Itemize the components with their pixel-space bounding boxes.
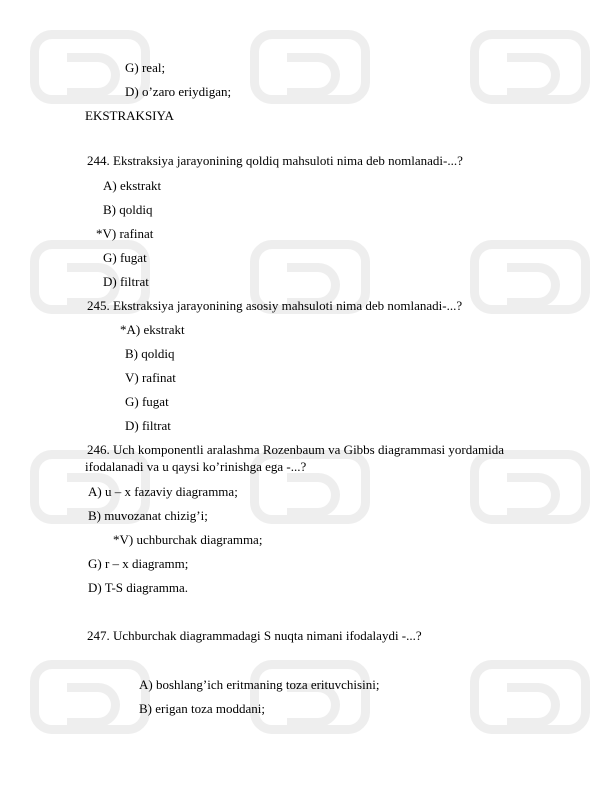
option-line: D) o’zaro eriydigan; — [125, 84, 232, 99]
option-line: D) filtrat — [103, 274, 149, 289]
watermark — [0, 10, 612, 790]
option-line: B) qoldiq — [103, 202, 153, 217]
question-247: 247. Uchburchak diagrammadagi S nuqta nimani ifodalaydi -...? — [87, 628, 422, 643]
option-line: G) fugat — [103, 250, 147, 265]
correct-option-line: *V) uchburchak diagramma; — [113, 532, 263, 547]
option-line: A) ekstrakt — [103, 178, 162, 193]
option-line: B) muvozanat chizig’i; — [88, 508, 208, 523]
option-line: V) rafinat — [125, 370, 176, 385]
correct-option-line: *A) ekstrakt — [120, 322, 185, 337]
option-line: D) filtrat — [125, 418, 171, 433]
option-line: G) fugat — [125, 394, 169, 409]
option-line: B) qoldiq — [125, 346, 175, 361]
question-246-cont: ifodalanadi va u qaysi ko’rinishga ega -...? — [85, 459, 307, 474]
question-245: 245. Ekstraksiya jarayonining asosiy mahsuloti nima deb nomlanadi-...? — [87, 298, 463, 313]
option-line: G) real; — [125, 60, 166, 75]
option-line: D) T-S diagramma. — [88, 580, 189, 595]
question-246: 246. Uch komponentli aralashma Rozenbaum va Gibbs diagrammasi yordamida — [87, 442, 504, 457]
question-244: 244. Ekstraksiya jarayonining qoldiq mahsuloti nima deb nomlanadi-...? — [87, 153, 463, 168]
section-heading: EKSTRAKSIYA — [85, 108, 174, 123]
option-line: B) erigan toza moddani; — [139, 701, 265, 716]
option-line: A) boshlang’ich eritmaning toza erituvchisini; — [139, 677, 380, 692]
option-line: A) u – x fazaviy diagramma; — [88, 484, 238, 499]
option-line: G) r – x diagramm; — [88, 556, 189, 571]
correct-option-line: *V) rafinat — [96, 226, 154, 241]
